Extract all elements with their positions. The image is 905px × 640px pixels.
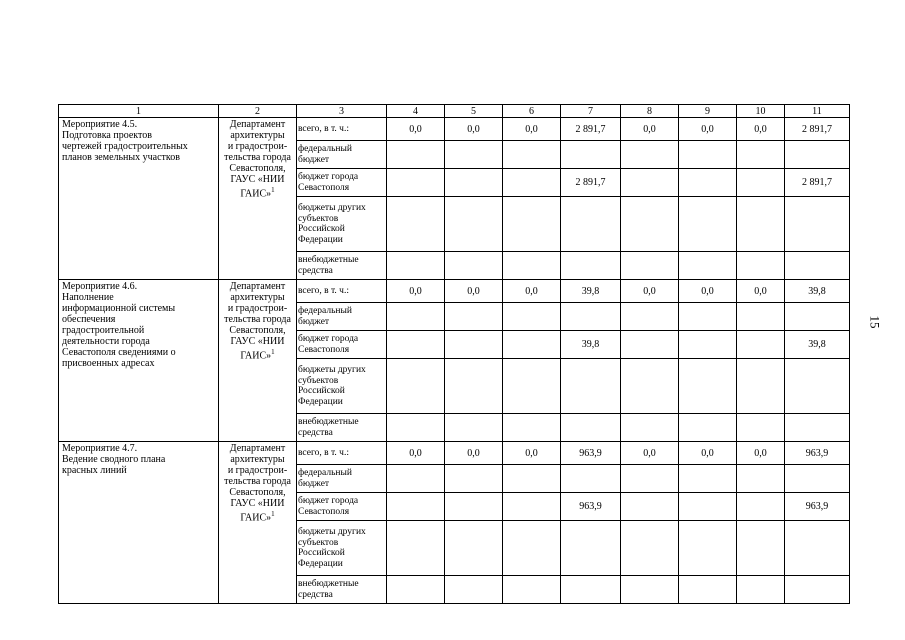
value-cell (737, 465, 785, 493)
footnote-mark: 1 (271, 348, 275, 356)
column-number: 3 (297, 105, 387, 118)
value-cell (387, 331, 445, 359)
table-row (59, 118, 850, 141)
event-title: Мероприятие 4.5. Подготовка проектов чертежей градостроительных планов земельных участков (59, 118, 219, 280)
value-cell: 0,0 (503, 280, 561, 303)
value-cell: 0,0 (737, 442, 785, 465)
funding-source: внебюджетные средства (297, 252, 387, 280)
value-cell (561, 465, 621, 493)
funding-source: всего, в т. ч.: (297, 442, 387, 465)
value-cell (445, 521, 503, 576)
value-cell (503, 252, 561, 280)
footnote-mark: 1 (271, 510, 275, 518)
funding-source: федеральный бюджет (297, 303, 387, 331)
value-cell: 39,8 (785, 331, 850, 359)
value-cell (737, 331, 785, 359)
value-cell (387, 414, 445, 442)
value-cell: 963,9 (785, 442, 850, 465)
value-cell (445, 359, 503, 414)
value-cell: 0,0 (621, 280, 679, 303)
value-cell (387, 197, 445, 252)
value-cell (561, 141, 621, 169)
value-cell (503, 414, 561, 442)
value-cell (785, 141, 850, 169)
value-cell (503, 576, 561, 604)
funding-source: бюджеты других субъектов Российской Федерации (297, 521, 387, 576)
event-title: Мероприятие 4.6. Наполнение информационной системы обеспечения градостроительной деятельности города Севастополя сведениями о присвоенных адресах (59, 280, 219, 442)
value-cell (445, 169, 503, 197)
column-number: 7 (561, 105, 621, 118)
value-cell (561, 359, 621, 414)
value-cell: 0,0 (503, 118, 561, 141)
value-cell (679, 331, 737, 359)
value-cell (621, 331, 679, 359)
value-cell (679, 521, 737, 576)
executor-text: Департамент архитектуры и градострои- тельства города Севастополя, ГАУС «НИИ ГАИС» (224, 281, 291, 362)
funding-source: всего, в т. ч.: (297, 118, 387, 141)
value-cell (737, 414, 785, 442)
value-cell (785, 465, 850, 493)
value-cell (737, 576, 785, 604)
column-number: 4 (387, 105, 445, 118)
value-cell (503, 197, 561, 252)
column-number: 6 (503, 105, 561, 118)
value-cell (445, 465, 503, 493)
value-cell (679, 169, 737, 197)
value-cell (387, 576, 445, 604)
value-cell (561, 521, 621, 576)
value-cell (387, 521, 445, 576)
value-cell: 0,0 (503, 442, 561, 465)
funding-source: бюджеты других субъектов Российской Федерации (297, 197, 387, 252)
value-cell (679, 576, 737, 604)
value-cell (785, 303, 850, 331)
value-cell (679, 141, 737, 169)
value-cell (737, 141, 785, 169)
value-cell (445, 141, 503, 169)
value-cell (621, 521, 679, 576)
executor-cell (219, 442, 297, 604)
value-cell (785, 521, 850, 576)
value-cell (561, 303, 621, 331)
value-cell: 2 891,7 (785, 118, 850, 141)
value-cell (737, 252, 785, 280)
value-cell (561, 414, 621, 442)
value-cell (621, 252, 679, 280)
value-cell (679, 465, 737, 493)
value-cell (737, 493, 785, 521)
executor-text: Департамент архитектуры и градострои- тельства города Севастополя, ГАУС «НИИ ГАИС» (224, 119, 291, 200)
value-cell: 2 891,7 (785, 169, 850, 197)
value-cell (785, 252, 850, 280)
value-cell (503, 465, 561, 493)
value-cell (679, 252, 737, 280)
column-number: 2 (219, 105, 297, 118)
value-cell (503, 303, 561, 331)
value-cell: 39,8 (561, 331, 621, 359)
value-cell (621, 465, 679, 493)
value-cell: 0,0 (445, 118, 503, 141)
funding-source: федеральный бюджет (297, 141, 387, 169)
value-cell (621, 197, 679, 252)
funding-source: внебюджетные средства (297, 576, 387, 604)
column-number: 5 (445, 105, 503, 118)
value-cell (387, 359, 445, 414)
value-cell (387, 252, 445, 280)
column-numbers-row (59, 105, 850, 118)
value-cell (387, 303, 445, 331)
value-cell: 963,9 (561, 493, 621, 521)
funding-source: всего, в т. ч.: (297, 280, 387, 303)
value-cell (503, 169, 561, 197)
value-cell (387, 493, 445, 521)
value-cell (737, 521, 785, 576)
value-cell: 0,0 (679, 280, 737, 303)
value-cell (445, 576, 503, 604)
funding-source: федеральный бюджет (297, 465, 387, 493)
value-cell (561, 197, 621, 252)
value-cell: 963,9 (785, 493, 850, 521)
column-number: 10 (737, 105, 785, 118)
value-cell (503, 521, 561, 576)
value-cell (785, 576, 850, 604)
column-number: 9 (679, 105, 737, 118)
value-cell (503, 493, 561, 521)
value-cell (737, 303, 785, 331)
funding-source: бюджет города Севастополя (297, 331, 387, 359)
value-cell: 39,8 (561, 280, 621, 303)
event-title: Мероприятие 4.7. Ведение сводного плана красных линий (59, 442, 219, 604)
funding-source: бюджет города Севастополя (297, 493, 387, 521)
value-cell (445, 197, 503, 252)
value-cell: 39,8 (785, 280, 850, 303)
value-cell (785, 359, 850, 414)
funding-table (58, 104, 850, 604)
value-cell: 0,0 (679, 118, 737, 141)
value-cell (561, 576, 621, 604)
value-cell: 0,0 (387, 280, 445, 303)
value-cell (737, 197, 785, 252)
value-cell (621, 414, 679, 442)
value-cell: 0,0 (445, 442, 503, 465)
column-number: 11 (785, 105, 850, 118)
value-cell (445, 303, 503, 331)
value-cell (503, 141, 561, 169)
value-cell (445, 414, 503, 442)
page-number: 15 (867, 315, 883, 329)
value-cell (737, 359, 785, 414)
footnote-mark: 1 (271, 186, 275, 194)
value-cell (387, 169, 445, 197)
value-cell (503, 359, 561, 414)
value-cell (621, 359, 679, 414)
value-cell (621, 303, 679, 331)
value-cell: 963,9 (561, 442, 621, 465)
value-cell (445, 252, 503, 280)
column-number: 1 (59, 105, 219, 118)
executor-cell (219, 280, 297, 442)
value-cell: 0,0 (679, 442, 737, 465)
value-cell: 2 891,7 (561, 118, 621, 141)
value-cell (621, 493, 679, 521)
value-cell (621, 141, 679, 169)
value-cell (679, 493, 737, 521)
funding-source: внебюджетные средства (297, 414, 387, 442)
value-cell (679, 414, 737, 442)
executor-text: Департамент архитектуры и градострои- тельства города Севастополя, ГАУС «НИИ ГАИС» (224, 443, 291, 524)
value-cell (387, 141, 445, 169)
value-cell: 0,0 (621, 118, 679, 141)
value-cell: 0,0 (737, 118, 785, 141)
funding-source: бюджеты других субъектов Российской Федерации (297, 359, 387, 414)
funding-source: бюджет города Севастополя (297, 169, 387, 197)
value-cell (785, 197, 850, 252)
value-cell: 0,0 (737, 280, 785, 303)
value-cell (621, 576, 679, 604)
value-cell (679, 197, 737, 252)
table-row (59, 280, 850, 303)
value-cell (445, 331, 503, 359)
table-row (59, 442, 850, 465)
value-cell (679, 359, 737, 414)
value-cell: 0,0 (387, 442, 445, 465)
value-cell (387, 465, 445, 493)
value-cell (561, 252, 621, 280)
value-cell (621, 169, 679, 197)
value-cell (679, 303, 737, 331)
value-cell: 0,0 (445, 280, 503, 303)
value-cell (503, 331, 561, 359)
executor-cell (219, 118, 297, 280)
column-number: 8 (621, 105, 679, 118)
value-cell (445, 493, 503, 521)
value-cell: 2 891,7 (561, 169, 621, 197)
value-cell: 0,0 (387, 118, 445, 141)
value-cell (785, 414, 850, 442)
value-cell (737, 169, 785, 197)
value-cell: 0,0 (621, 442, 679, 465)
